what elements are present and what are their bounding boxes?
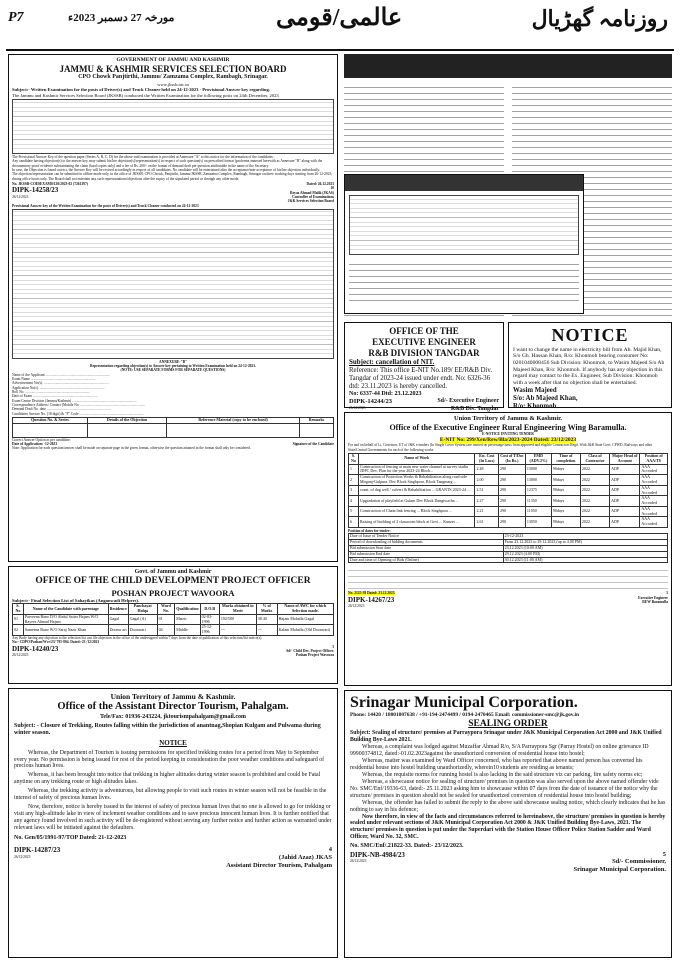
table-cell: const. of dug well / culvert & Rehabilitation ... GRANTS 2023-24 ...	[359, 485, 475, 496]
jkssb-para3: In case, the Objection is found correct, the Answer Key will be revised accordingly in respect of all candidates. No candidate will be entertained after the acceptance/non-acceptance of his/her objection individually.	[12, 168, 320, 173]
rural-eng-dates-title: Position of dates for tender:	[348, 529, 391, 534]
cdpo-col-header: Qualification	[175, 604, 200, 615]
smc-dipk-date: 26/12/2023	[350, 858, 367, 863]
table-cell: 38.40	[256, 614, 277, 625]
table-cell: 23.12.2023 (10:00 AM)	[503, 545, 667, 551]
table-cell: From 23.12.2023 to 29.12.2023 (up to 4.00 PM)	[503, 540, 667, 546]
jkssb-signer: Reyaz Ahmad Malik (JKAS)	[289, 190, 334, 195]
jkssb-signer-post: Controller of Examinations	[292, 194, 334, 199]
rnb-notice	[344, 322, 504, 412]
table-cell: 2.00	[475, 475, 499, 486]
table-cell: 02-03-1996	[200, 614, 219, 625]
table-cell: 1	[349, 464, 359, 475]
rural-eng-dipk: DIPK-14267/23	[348, 595, 395, 604]
jkssb-form-footer1: Correct Answer Option as per candidate:	[12, 437, 71, 442]
table-cell: Sameena Bano W/O Saraj Nazir Khan	[23, 625, 108, 636]
tourism-dipk-date: 26/12/2023	[14, 854, 31, 859]
table-row	[349, 496, 668, 507]
table-cell: AAA Accorded	[640, 496, 668, 507]
newspaper-name: روزنامہ گھڑیال	[531, 6, 668, 31]
table-cell: 2022	[580, 506, 609, 517]
table-cell: 290	[499, 506, 526, 517]
jkssb-form-fields	[12, 373, 334, 416]
table-cell: AAA Accorded	[640, 485, 668, 496]
rnb-sign2: R&B Div. Tangdar	[450, 405, 499, 412]
table-cell: 290	[499, 517, 526, 528]
jkssb-signer-org: J&K Services Selection Board	[287, 199, 334, 204]
jkssb-gov: GOVERNMENT OF JAMMU AND KASHMIR	[116, 57, 230, 63]
jkssb-form-note: Note: Application for each question/answer shall be made on separate page in the given format, otherwise the question attained in the format shall only be considered.	[12, 446, 251, 451]
tourism-p1: Whereas, the Department of Tourism is issuing permissions for specified trekking routes for a period from May to September every year. No permission is being issued for rest of the period keeping in consideration the poor weather conditions and safeguard of precious human lives.	[14, 749, 325, 770]
cdpo-col-header: Name of AWC for which Selection made.	[277, 604, 333, 615]
form-col-header: Reference Material (copy to be enclosed)	[167, 417, 300, 423]
tourism-subject: Subject: - Closure of Trekking, Routes falling within the jurisdiction of anantnag,Shopian Kulgam and Pulwama during winter season.	[14, 722, 321, 736]
issue-date: مورخہ 27 دسمبر 2023ء	[68, 12, 175, 24]
smc-p2: Whereas, matter was examined by Ward Officer concerned, who has reported that above named person has converted his residential house into hostel building unauthorizedly, wherein10 students are residing as tenants;	[350, 757, 643, 771]
smc-sealing-order	[344, 690, 672, 958]
form-field-row: Name of the Applicant ........................................................................	[12, 372, 111, 377]
rural-eng-marker: 5	[666, 591, 668, 596]
table-cell: ---	[219, 625, 256, 636]
tourism-notice-label: NOTICE	[159, 739, 187, 748]
rural-eng-title: Office of the Executive Engineer Rural Engineering Wing Baramulla.	[389, 422, 627, 432]
form-field-row: Application No(s). ........................................................................	[12, 385, 105, 390]
section-title: عالمی/قومی	[276, 5, 403, 31]
electricity-name: Wasim Majeed	[513, 386, 557, 394]
cdpo-col-header: Marks obtained in Merit	[219, 604, 256, 615]
table-cell: Gagal (A)	[128, 614, 157, 625]
smc-p5: Whereas, the offender has failed to submit the reply to the above said showcause sealing notice, which clearly indicates that he has nothing to say in his defence;	[350, 799, 666, 813]
table-cell: Gagal	[108, 614, 128, 625]
table-cell: Matric	[175, 614, 200, 625]
form-col-header: Remarks	[299, 417, 333, 423]
table-cell: ADP	[610, 485, 640, 496]
rural-eng-col-header: Position of AAA/TS	[640, 453, 668, 464]
table-cell: 5	[349, 506, 359, 517]
form-field-row: Correspondence Address/ Contact (Mobile No. ........................................................................	[12, 402, 146, 407]
rural-eng-ref-date: Dated: 23.12.2023	[367, 591, 395, 596]
table-cell: Kalam Mohalla (Old Doonwari)	[277, 625, 333, 636]
jkssb-ref-date: Dated: 26.12.2023	[306, 181, 334, 186]
smc-subject: Subject: Sealing of structure/ premises at Parraypora Srinagar under J&K Municipal Corporation Act 2000 and J&K Unified Building Bye-Laws 2021.	[350, 730, 662, 744]
rural-eng-col-header: Est. Cost (In Lacs)	[475, 453, 499, 464]
cdpo-col-header: % of Marks	[256, 604, 277, 615]
rural-eng-terms	[348, 565, 668, 591]
rnb-dipk: DIPK-14244/23	[349, 398, 392, 406]
table-cell: 90days	[551, 464, 580, 475]
smc-p1: Whereas, a complaint was lodged against Muzaffar Ahmad R/o, S/A Parraypora Sgr (Parray Hostel) on online grievance ID 99900374812, dated:-01.02.2023against the unauthorized conversion of residential house into hostel;	[350, 743, 649, 757]
tourism-sign2: Assistant Director Tourism, Pahalgam	[226, 861, 332, 869]
page-number: P7	[8, 10, 24, 25]
table-row	[349, 464, 668, 475]
jkssb-posts-table	[12, 99, 334, 154]
smc-sign1: Sd/- Commissioner,	[612, 858, 666, 866]
table-cell: 02	[13, 625, 24, 636]
table-cell: Period of downloading of bidding documents	[349, 540, 504, 546]
jkssb-annexB-sub: Representation regarding objection(s) to Answer key pertaining to Written Examination held on 24-12-2023.	[90, 364, 256, 369]
cdpo-notice	[8, 566, 338, 684]
form-field-row: Exam Name ........................................................................	[12, 377, 96, 382]
table-cell: AAA Accorded	[640, 475, 668, 486]
table-cell: 90days	[551, 475, 580, 486]
electricity-notice-body: I want to change the name in electricity bill from Ab. Majid Khan, S/o Gh. Hassan Khan, R/o: Khonmoh bearing consumer No: 0201040008456 Sub Division: Khonmoh, to Wasim Majeed S/o Ab Majeed Khan, R/o: Khonmoh. If anybody has any objection in this regard may contact to the Ex. Engineer, Sub Division: Khonmoh with a week after that no objection shall be entertained.	[513, 346, 665, 387]
table-cell: Upgradation of playfield at Gulam Dev Block Dangiwacha ...	[359, 496, 475, 507]
rnb-ref: No: 6337-44 Dtd: 23.12.2023	[349, 391, 422, 398]
cdpo-marker: 3	[332, 644, 334, 649]
electricity-residence: R/o: Khonmoh	[513, 403, 557, 411]
table-cell: 290	[499, 496, 526, 507]
table-cell: 290	[499, 475, 526, 486]
tourism-title: Office of the Assistant Director Tourism, Pahalgam.	[57, 701, 289, 712]
jkssb-marker: 10	[330, 186, 334, 191]
cdpo-subject: Subject:- Final Selection List of Sahayikas (Anganwadi Helpers).	[12, 597, 140, 603]
jkssb-dipk: DIPK-14258/23	[12, 186, 59, 195]
table-cell: Construction of Protection Works & Rehabilitation along road side Mirganj-Gulpura. Dev Block Singhpora, Block Tangmarg ...	[359, 475, 475, 486]
rnb-title1: OFFICE OF THE	[389, 326, 459, 336]
rural-eng-col-header: S. No	[349, 453, 359, 464]
form-col-header: Question No. & Series	[13, 417, 88, 423]
tourism-marker: 4	[328, 846, 332, 854]
tourism-sign1: (Jahid Azaz) JKAS	[278, 854, 332, 862]
jkssb-ref: No. JKSSB-COE0EXAM0/120/2023-02 (7261397)	[12, 181, 88, 186]
jkssb-para1: The Provisional Answer Key of the question paper (Series A, B, C, D) for the above said examination is provided at Annexure "A" to this notice for the information of the candidates.	[12, 155, 274, 160]
tourism-contact: Tele/Fax: 01936-243224, jktourismpahalgam@gmail.com	[99, 713, 247, 720]
smc-p6: Now therefore, in view of the facts and circumstances referred to hereinabove, the structure/ premises in question is hereby sealed under relevant sections of J&K Municipal Corporation Act 2000 & J&K Unified Building Bye-Laws, 2021. The structure/ premises in question is put under the Superdari with the Station House Officer Police Station Sadder and Ward Officer, Ward No. 32, SMC.	[350, 813, 666, 841]
table-cell: 2022	[580, 464, 609, 475]
table-row	[349, 475, 668, 486]
jkssb-subject: Subject:- Written Examination for the posts of Driver(s) and Truck Cleaner held on 24-12-2023 - Provisional Answer key regarding.	[12, 87, 270, 93]
jkssb-para2: Any candidate having objection(s) to the answer key, may submit his/her objection(s)/representation(s) in respect of such question(s) on prescribed format (proforma annexed herewith as Annexure "B" along with the documentary proof evidence substantiating the claim (hard copies only) and a fee of Rs. 200/- on the format of demand draft per question attributable in the name of the Secretary.	[12, 159, 323, 168]
rural-eng-col-header: EMD (ADV.2%)	[525, 453, 551, 464]
table-cell: Date and time of Opening of Bids (Online)	[349, 557, 504, 563]
urdu-tender-table	[349, 195, 579, 255]
table-cell: AAA Accorded	[640, 517, 668, 528]
jkssb-para4: The objection/representation can be submitted in offline mode only, in the office of JKSSB, CPO Chowk, Panjtirthi, Jammu/JKSSB, Zamzama Complex, Rambagh, Srinagar on three working days starting from 26-12-2023; during office hours only. The Board shall not entertain any such representations/objections after the expiry of the stipulated period or through any other mode.	[12, 172, 333, 181]
table-row	[349, 506, 668, 517]
rural-eng-col-header: Class of Contractor	[580, 453, 609, 464]
rural-eng-tender	[344, 412, 672, 686]
jkssb-website: www.jkssb.nic.in	[157, 81, 189, 87]
table-cell: Raising of building of 2 classroom block at Govt ... Kunzer ...	[359, 517, 475, 528]
table-cell: 90days	[551, 496, 580, 507]
table-row	[13, 614, 334, 625]
table-cell: ADP	[610, 506, 640, 517]
masthead	[6, 4, 674, 48]
table-row	[349, 557, 668, 563]
masthead-rule	[6, 49, 674, 51]
table-cell: ---	[256, 625, 277, 636]
rural-eng-dipk-date: 26/12/2023	[348, 604, 365, 609]
rural-eng-sign1: Executive Engineer	[638, 595, 668, 600]
table-cell: 23-12-2023	[503, 534, 667, 540]
form-field-row: Demand Draft No. date ........................................................................	[12, 407, 112, 412]
cdpo-sign: Sd/- Child Dev. Project Officer.	[286, 648, 334, 653]
cdpo-col-header: S. No	[13, 604, 24, 615]
tourism-p3: Whereas, the trekking activity is adventurous, but allowing people to visit such routes in winter season will not be feasible in the interest of safety of precious human lives.	[14, 788, 327, 802]
table-cell: 11350	[525, 496, 551, 507]
table-cell: 90days	[551, 485, 580, 496]
smc-p3: Whereas, the requisite norms for running hostel is also lacking in the said structure viz car parking, fire safety norms etc;	[362, 771, 643, 778]
electricity-notice-title: NOTICE	[551, 325, 629, 345]
rural-eng-ut: Union Territory of Jammu & Kashmir.	[453, 415, 563, 422]
table-cell: 2.48	[475, 464, 499, 475]
rnb-sign1: Sd/- Executive Engineer	[437, 398, 499, 405]
table-cell: 90days	[551, 517, 580, 528]
cdpo-gov: Govt. of Jammu and Kashmir	[134, 569, 212, 575]
form-field-row: Advertisement No(s). ........................................................................	[12, 381, 109, 386]
table-cell: 4	[349, 496, 359, 507]
table-cell: Doonwari	[128, 625, 157, 636]
jkssb-annexB-title: ANNEXURE-"B"	[159, 359, 187, 364]
form-col-header: Details of the Objection	[87, 417, 166, 423]
urdu-tender-header	[345, 175, 583, 191]
electricity-parent: S/o: Ab Majeed Khan,	[513, 394, 578, 402]
table-cell: ADP	[610, 517, 640, 528]
urdu-tender-text	[349, 259, 579, 303]
table-cell: 01	[157, 614, 175, 625]
cdpo-col-header: D.O.B	[200, 604, 219, 615]
table-cell: 3	[349, 485, 359, 496]
rural-eng-col-header: Cost of T/Doc (In Rs.)	[500, 452, 524, 463]
table-row	[349, 517, 668, 528]
tourism-p2: Whereas, it has been brought into notice that trekking in higher altitudes during winter season is prohibited and could be Fatal anytime on any trekking route or high altitudes lakes.	[14, 772, 321, 786]
rnb-subject: Subject: cancellation of NIT.	[349, 358, 435, 367]
smc-dipk: DIPK-NB-4984/23	[350, 850, 405, 859]
table-cell: 2.27	[475, 496, 499, 507]
smc-order-title: SEALING ORDER	[468, 718, 548, 729]
cdpo-col-header: Ward No.	[157, 604, 175, 615]
rural-eng-col-header: Major Head of Account	[610, 453, 640, 464]
table-cell: ADP	[610, 475, 640, 486]
tourism-dipk: DIPK-14287/23	[14, 846, 61, 855]
smc-sign2: Srinagar Municipal Corporation.	[573, 866, 666, 874]
table-cell: 13000	[525, 475, 551, 486]
cdpo-title: OFFICE OF THE CHILD DEVELOPMENT PROJECT OFFICER	[35, 576, 311, 587]
cdpo-col-header: Panchayat Halqa	[128, 604, 157, 615]
table-cell: Construction of fencing at main new water channel at survey stadia JDPC Dev. Plan for the year 2023-24 Block...	[359, 464, 475, 475]
table-cell: 90days	[551, 506, 580, 517]
rural-eng-col-header: Time of completion	[551, 453, 580, 464]
cdpo-col-header: Residence	[108, 604, 128, 615]
table-cell: 13000	[525, 464, 551, 475]
jkssb-form-sign: Signature of the Candidate	[292, 442, 334, 446]
table-cell: 2022	[580, 475, 609, 486]
jkssb-answer-key-table	[12, 209, 334, 359]
table-cell: ADP	[610, 496, 640, 507]
rural-eng-table	[348, 453, 668, 528]
form-field-row: Candidates Answer No. (18 digit) & "F" Code ........................................................................	[12, 411, 145, 416]
rural-eng-enit: E-NIT No: 299/Xen/Rew/Bla/2023-2024 Dated: 23/12/2023	[439, 436, 577, 443]
tourism-ut: Union Territory of Jammu & Kashmir.	[110, 692, 236, 701]
table-cell: Bid submission End date	[349, 551, 504, 557]
table-cell: 25-12-1996	[200, 625, 219, 636]
form-field-row: Roll No. ........................................................................	[12, 390, 90, 395]
table-cell: 2.21	[475, 506, 499, 517]
cdpo-sign-place: Poshan Project Wavoora	[296, 653, 334, 658]
cdpo-footer: Any Body having any objection to the selection list can file objection in the office of the undersigned within 7 days from the date of publication of this selection/list notice(s).	[12, 636, 263, 641]
form-field-row: Date of Exam ........................................................................	[12, 394, 98, 399]
table-cell: Middle	[175, 625, 200, 636]
smc-p4: Whereas, a showcause notice for sealing of structure/ premises in question was also served upon the above named offender vide No. SMC/Enf/19336-63, dated:- 25.11.2023 asking him to showcause within 07 days from the date of issuance of the notice why the structure/ premises in question should not be sealed for unauthorized conversion of residential house into hostel building;	[350, 778, 659, 799]
rural-eng-intro: For and on behalf of Lt. Governor, UT of J&K e-tenders (In Single Cover System) are invited on percentage basis from approved and eligible Contractors Regd. With J&K State Govt. CPWD, Railways and other State/Central Governments for each of the following works.	[348, 443, 653, 452]
table-cell: Hajam Mohalla Gagal	[277, 614, 333, 625]
table-cell: 01	[13, 614, 24, 625]
smc-marker: 5	[662, 850, 666, 858]
tourism-p4: Now, therefore, notice is hereby issued in the interest of safety of precious human lives that no one is allowed to go for trekking or visit any high-altitude lake in view of inclement weather conditions and to save precious innocent human lives. It is further notified that any agency found involved in such activity will be de-registered without serving any further notice and further action as warranted under relevant laws will be initiated against the defaulters.	[14, 804, 332, 832]
urdu-tender-ad	[344, 174, 584, 314]
smc-contact: Phone: 14420 / 18001807638 / +91-194-2474499 / 0194-2470465 Email: commissioner-smc@jk.gov.in	[350, 712, 580, 719]
smc-title: Srinagar Municipal Corporation.	[350, 694, 578, 711]
table-cell: 2.51	[475, 485, 499, 496]
table-cell: 30.12.2023 (11:00 AM)	[503, 557, 667, 563]
table-cell: 6	[349, 517, 359, 528]
table-cell: 2.61	[475, 517, 499, 528]
jkssb-form-date: Date of Application: -12-2023	[12, 442, 58, 446]
tourism-ref: No. Gen/05/1991-97/TOP Dated: 21-12-2023	[14, 835, 127, 842]
cdpo-place: POSHAN PROJECT WAVOORA	[111, 587, 235, 598]
jkssb-board: JAMMU & KASHMIR SERVICES SELECTION BOARD	[59, 63, 287, 74]
rural-eng-sub: E-NOTICE INVITING TENDER	[482, 432, 534, 437]
jkssb-annexB-note: (NOTE: USE SEPARATE FORMS FOR SEPARATE QUESTIONS)	[120, 368, 226, 373]
jkssb-annexA-title: Provisional Answer key of the Written Examination for the posts of Driver(s) and Truck Cleaner conducted on 24-12-2023	[12, 203, 199, 208]
smc-ref: No. SMC/Enf/.21822-33. Dated:- 23/12/2023.	[350, 843, 464, 850]
rural-eng-col-header: Name of Work	[359, 453, 475, 464]
urdu-headline-bar	[344, 54, 672, 78]
table-cell: Date of Issue of Tender Notice	[349, 534, 504, 540]
table-cell: Parveena Bano D/O Abdul Sattar Hajam W/O Rayees Ahmad Hajam	[23, 614, 108, 625]
rural-eng-ref: No. 2125-39	[348, 591, 367, 596]
cdpo-table	[12, 603, 334, 636]
table-cell: Construction of Chain link fencing ... Block Singhpora ...	[359, 506, 475, 517]
cdpo-ref: No:- CDPO/Poshan/Wvr/23/ 795-804. Dated:-23 /12/2023	[12, 640, 100, 645]
rural-eng-dates-table	[348, 533, 668, 563]
jkssb-sub2: The Jammu and Kashmir Services Selection Board (JKSSB) conducted the Written Examination for the following posts on 24th December, 2023	[12, 92, 279, 98]
table-cell: Doonw ari	[108, 625, 128, 636]
table-cell: 2022	[580, 517, 609, 528]
urdu-news-block	[344, 54, 672, 318]
table-cell: 12375	[525, 485, 551, 496]
table-cell: 11050	[525, 506, 551, 517]
rnb-title3: R&B DIVISION TANGDAR	[368, 347, 480, 358]
table-cell: 2	[349, 475, 359, 486]
table-cell: Bid submission Start date	[349, 545, 504, 551]
table-row	[349, 485, 668, 496]
jkssb-dipk-date: 26/12/2023	[12, 194, 29, 199]
table-cell: 192/500	[219, 614, 256, 625]
cdpo-col-header: Name of the Candidate with parentage	[23, 604, 108, 615]
table-cell: 290	[499, 485, 526, 496]
table-cell: 290	[499, 464, 526, 475]
electricity-notice	[508, 322, 672, 411]
rural-eng-sign2: REW Baramulla	[642, 600, 668, 604]
cdpo-dipk: DIPK-14240/23	[12, 644, 59, 653]
table-cell: 04	[157, 625, 175, 636]
cdpo-dipk-date: 26/12/2023	[12, 653, 29, 658]
table-row	[13, 625, 334, 636]
table-cell: AAA Accorded	[640, 506, 668, 517]
table-cell: 29.12.2023 (4:00 PM)	[503, 551, 667, 557]
table-cell: 13050	[525, 517, 551, 528]
table-cell: 2022	[580, 496, 609, 507]
jkssb-form-table	[12, 417, 334, 438]
table-cell: AAA Accorded	[640, 464, 668, 475]
jkssb-address: CPO Chowk Panjtirthi, Jammu/ Zamzama Complex, Rambagh, Srinagar.	[78, 74, 268, 81]
form-field-row: Exam Centre Division (Jammu/Kashmir) ........................................................................	[12, 398, 137, 403]
table-cell: ADP	[610, 464, 640, 475]
rnb-body: Reference: This office E-NIT No.189/ EE/R&B Div. Tangdar of 2023-24 issued under endt. No: 6326-36 dtd: 23.11.2023 is hereby cancelled.	[349, 366, 493, 391]
rnb-title2: EXECUTIVE ENGINEER	[372, 336, 476, 347]
tourism-notice	[8, 688, 338, 958]
table-cell: 2022	[580, 485, 609, 496]
jkssb-notice	[8, 54, 338, 562]
rnb-dipk-date: 26/12/2023	[349, 406, 366, 411]
